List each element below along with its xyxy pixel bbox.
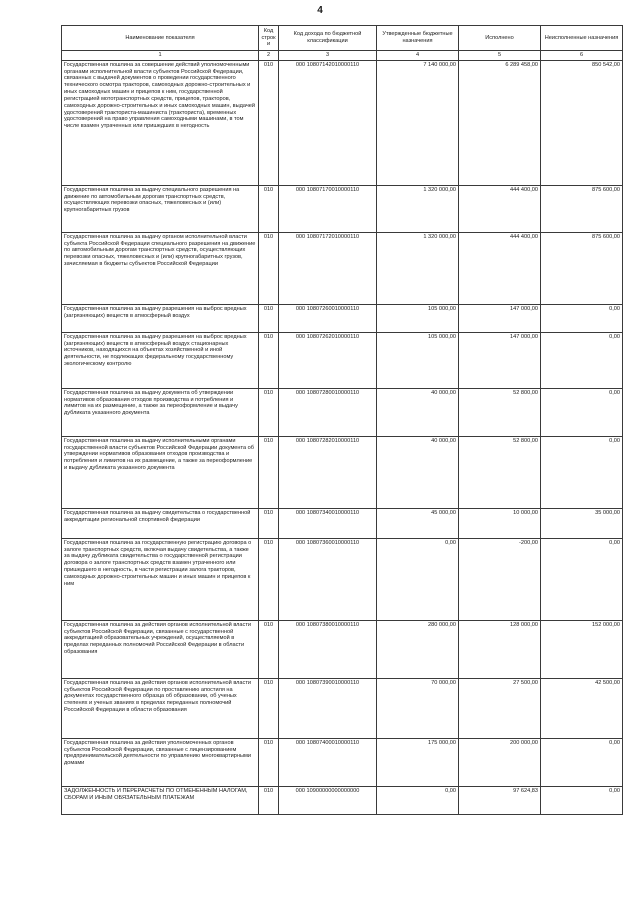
indicator-name: Государственная пошлина за выдачу документа об утверждении нормативов образования отходов производства и потребления и лимитов на их размещение, а также за переоформление и выдачу дубликата указанного документа	[62, 388, 259, 436]
executed-amount: 147 000,00	[459, 304, 541, 332]
column-number: 3	[279, 51, 377, 61]
unexecuted-amount: 0,00	[541, 304, 623, 332]
executed-amount: 27 500,00	[459, 678, 541, 738]
column-number: 5	[459, 51, 541, 61]
indicator-name: Государственная пошлина за совершение действий уполномоченными органами исполнительной власти субъектов Российской Федерации, связанных с выдачей документов о проведении государственного технического осмотра тракторов, самоходных дорожно-строительных и иных самоходных машин и прицепов к ним, государственной регистрацией мототранспортных средств, прицепов, тракторов, самоходных дорожно-строительных и иных самоходных машин, выдачей удостоверений тракториста-машиниста (тракториста), временных удостоверений на право управления самоходными машинами, в том числе взамен утраченных или пришедших в негодность	[62, 60, 259, 185]
table-row	[62, 620, 623, 678]
executed-amount: 128 000,00	[459, 620, 541, 678]
unexecuted-amount: 0,00	[541, 436, 623, 508]
approved-amount: 40 000,00	[377, 436, 459, 508]
approved-amount: 7 140 000,00	[377, 60, 459, 185]
table-row	[62, 508, 623, 538]
budget-code: 000 10807400010000110	[279, 738, 377, 786]
indicator-name: Государственная пошлина за государственную регистрацию договора о залоге транспортных средств, включая выдачу свидетельства, а также за выдачу дубликата свидетельства о государственной регистрации договора о залоге транспортных средств взамен утраченного или пришедшего в негодность, в части регистрации залога тракторов, самоходных дорожно-строительных машин и иных машин и прицепов к ним	[62, 538, 259, 620]
unexecuted-amount: 0,00	[541, 786, 623, 814]
executed-amount: 444 400,00	[459, 185, 541, 232]
indicator-name: ЗАДОЛЖЕННОСТЬ И ПЕРЕРАСЧЕТЫ ПО ОТМЕНЕННЫМ НАЛОГАМ, СБОРАМ И ИНЫМ ОБЯЗАТЕЛЬНЫМ ПЛАТЕЖАМ	[62, 786, 259, 814]
unexecuted-amount: 850 542,00	[541, 60, 623, 185]
unexecuted-amount: 875 600,00	[541, 185, 623, 232]
indicator-name: Государственная пошлина за выдачу специального разрешения на движение по автомобильным дорогам транспортных средств, осуществляющих перевозки опасных, тяжеловесных и (или) крупногабаритных грузов	[62, 185, 259, 232]
unexecuted-amount: 42 500,00	[541, 678, 623, 738]
table-row	[62, 232, 623, 304]
approved-amount: 45 000,00	[377, 508, 459, 538]
executed-amount: 52 800,00	[459, 436, 541, 508]
budget-code: 000 10807170010000110	[279, 185, 377, 232]
unexecuted-amount: 152 000,00	[541, 620, 623, 678]
table-row	[62, 60, 623, 185]
table-row	[62, 786, 623, 814]
table-header-row	[62, 26, 623, 51]
budget-code: 000 10807172010000110	[279, 232, 377, 304]
header-approved: Утвержденные бюджетные назначения	[377, 26, 459, 51]
line-code: 010	[259, 786, 279, 814]
header-indicator-name: Наименование показателя	[62, 26, 259, 51]
executed-amount: 6 289 458,00	[459, 60, 541, 185]
revenue-execution-table	[61, 25, 623, 815]
indicator-name: Государственная пошлина за выдачу исполнительными органами государственной власти субъектов Российской Федерации документа об утверждении нормативов образования отходов производства и потребления и лимитов на их размещение, а также за переоформление и выдачу дубликата указанного документа	[62, 436, 259, 508]
line-code: 010	[259, 508, 279, 538]
line-code: 010	[259, 304, 279, 332]
approved-amount: 1 320 000,00	[377, 185, 459, 232]
unexecuted-amount: 0,00	[541, 332, 623, 388]
line-code: 010	[259, 185, 279, 232]
approved-amount: 70 000,00	[377, 678, 459, 738]
column-number: 1	[62, 51, 259, 61]
table-row	[62, 332, 623, 388]
table-row	[62, 678, 623, 738]
executed-amount: 200 000,00	[459, 738, 541, 786]
approved-amount: 0,00	[377, 538, 459, 620]
approved-amount: 175 000,00	[377, 738, 459, 786]
indicator-name: Государственная пошлина за действия органов исполнительной власти субъектов Российской Федерации по проставлению апостиля на документах государственного образца об образовании, об ученых степенях и ученых званиях в пределах переданных полномочий Российской Федерации в области образования	[62, 678, 259, 738]
approved-amount: 280 000,00	[377, 620, 459, 678]
column-number: 6	[541, 51, 623, 61]
header-budget-code: Код дохода по бюджетной классификации	[279, 26, 377, 51]
approved-amount: 105 000,00	[377, 332, 459, 388]
column-number: 4	[377, 51, 459, 61]
approved-amount: 105 000,00	[377, 304, 459, 332]
table-row	[62, 738, 623, 786]
budget-code: 000 10807142010000110	[279, 60, 377, 185]
indicator-name: Государственная пошлина за действия уполномоченных органов субъектов Российской Федерации, связанные с лицензированием предпринимательской деятельности по управлению многоквартирными домами	[62, 738, 259, 786]
indicator-name: Государственная пошлина за выдачу органом исполнительной власти субъекта Российской Федерации специального разрешения на движение по автомобильным дорогам транспортных средств, осуществляющих перевозки опасных, тяжеловесных и (или) крупногабаритных грузов, зачисляемая в бюджеты субъектов Российской Федерации	[62, 232, 259, 304]
approved-amount: 40 000,00	[377, 388, 459, 436]
line-code: 010	[259, 538, 279, 620]
budget-code: 000 10807280010000110	[279, 388, 377, 436]
approved-amount: 1 320 000,00	[377, 232, 459, 304]
indicator-name: Государственная пошлина за выдачу разрешения на выброс вредных (загрязняющих) веществ в атмосферный воздух стационарных источников, находящихся на объектах хозяйственной и иной деятельности, не подлежащих федеральному государственному экологическому контролю	[62, 332, 259, 388]
unexecuted-amount: 0,00	[541, 388, 623, 436]
header-executed: Исполнено	[459, 26, 541, 51]
indicator-name: Государственная пошлина за выдачу разрешения на выброс вредных (загрязняющих) веществ в атмосферный воздух	[62, 304, 259, 332]
table-row	[62, 185, 623, 232]
line-code: 010	[259, 232, 279, 304]
budget-code: 000 10807380010000110	[279, 620, 377, 678]
unexecuted-amount: 875 600,00	[541, 232, 623, 304]
page-number: 4	[317, 5, 323, 16]
table-row	[62, 388, 623, 436]
executed-amount: 444 400,00	[459, 232, 541, 304]
approved-amount: 0,00	[377, 786, 459, 814]
line-code: 010	[259, 738, 279, 786]
budget-code: 000 10900000000000000	[279, 786, 377, 814]
executed-amount: -200,00	[459, 538, 541, 620]
executed-amount: 52 800,00	[459, 388, 541, 436]
table-row	[62, 304, 623, 332]
budget-code: 000 10807360010000110	[279, 538, 377, 620]
line-code: 010	[259, 436, 279, 508]
line-code: 010	[259, 60, 279, 185]
table-row	[62, 436, 623, 508]
unexecuted-amount: 0,00	[541, 738, 623, 786]
budget-code: 000 10807390010000110	[279, 678, 377, 738]
budget-code: 000 10807262010000110	[279, 332, 377, 388]
budget-code: 000 10807282010000110	[279, 436, 377, 508]
line-code: 010	[259, 332, 279, 388]
column-number: 2	[259, 51, 279, 61]
line-code: 010	[259, 620, 279, 678]
line-code: 010	[259, 678, 279, 738]
indicator-name: Государственная пошлина за действия органов исполнительной власти субъектов Российской Федерации, связанные с государственной аккредитацией образовательных учреждений, осуществляемой в пределах переданных полномочий Российской Федерации в области образования	[62, 620, 259, 678]
executed-amount: 97 624,83	[459, 786, 541, 814]
header-line-code: Код строк и	[259, 26, 279, 51]
header-unexecuted: Неисполненные назначения	[541, 26, 623, 51]
executed-amount: 147 000,00	[459, 332, 541, 388]
unexecuted-amount: 0,00	[541, 538, 623, 620]
budget-code: 000 10807260010000110	[279, 304, 377, 332]
column-number-row	[62, 51, 623, 61]
line-code: 010	[259, 388, 279, 436]
executed-amount: 10 000,00	[459, 508, 541, 538]
indicator-name: Государственная пошлина за выдачу свидетельства о государственной аккредитации региональной спортивной федерации	[62, 508, 259, 538]
table-row	[62, 538, 623, 620]
budget-code: 000 10807340010000110	[279, 508, 377, 538]
unexecuted-amount: 35 000,00	[541, 508, 623, 538]
